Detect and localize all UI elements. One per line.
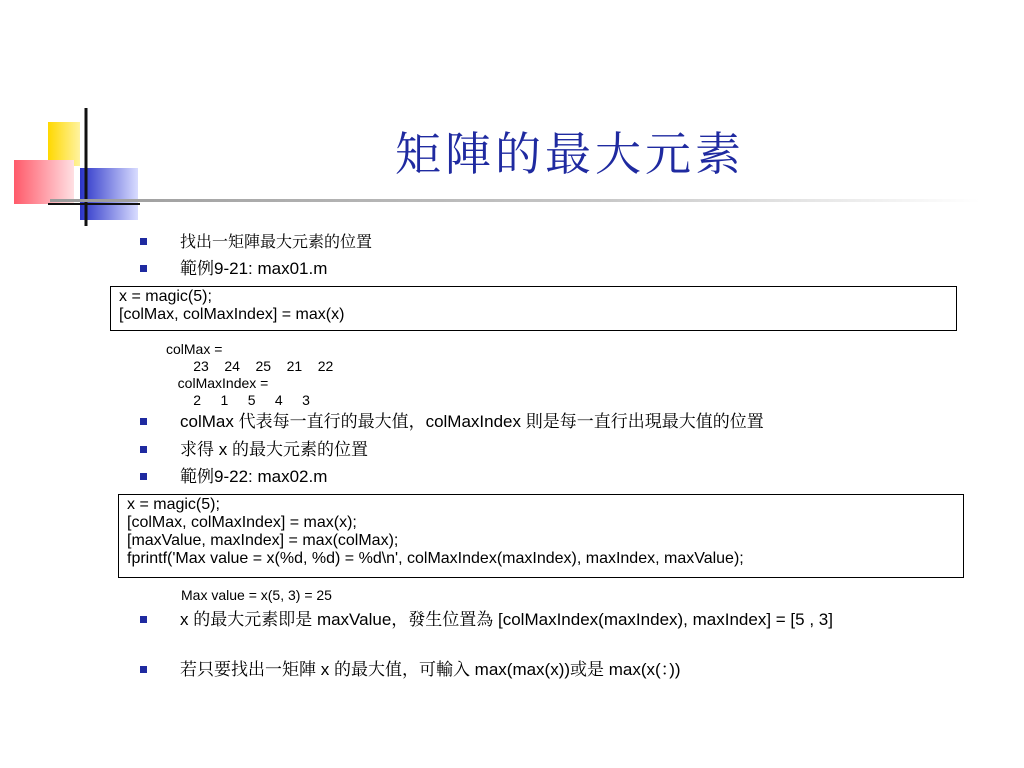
output-line: colMaxIndex = bbox=[166, 375, 269, 391]
bullet-text: colMax 代表每一直行的最大值，colMaxIndex 則是每一直行出現最大值的位置 bbox=[180, 412, 764, 431]
code-line: [colMax, colMaxIndex] = max(x); bbox=[127, 514, 357, 531]
bullet-text: 範例9-21: max01.m bbox=[180, 259, 328, 278]
code-box-max01 bbox=[110, 286, 957, 331]
bullet-text: x 的最大元素即是 maxValue，發生位置為 [colMaxIndex(maxIndex), maxIndex] = [5 , 3] bbox=[180, 610, 833, 629]
code-line: [maxValue, maxIndex] = max(colMax); bbox=[127, 532, 399, 549]
bullet-text: 找出一矩陣最大元素的位置 bbox=[180, 232, 373, 251]
corner-decoration bbox=[0, 0, 160, 240]
bullet-marker bbox=[140, 446, 147, 453]
code-line: x = magic(5); bbox=[119, 288, 212, 305]
title-divider bbox=[50, 199, 980, 202]
code-line: [colMax, colMaxIndex] = max(x) bbox=[119, 306, 345, 323]
code-line: fprintf('Max value = x(%d, %d) = %d\n', colMaxIndex(maxIndex), maxIndex, maxValue); bbox=[127, 550, 744, 567]
bullet-text: 求得 x 的最大元素的位置 bbox=[180, 440, 368, 459]
code-box-max02 bbox=[118, 494, 964, 578]
code-line: x = magic(5); bbox=[127, 496, 220, 513]
bullet-text: 範例9-22: max02.m bbox=[180, 467, 328, 486]
output-line-max02: Max value = x(5, 3) = 25 bbox=[181, 587, 332, 603]
slide-title: 矩陣的最大元素 bbox=[395, 127, 745, 181]
output-line: 2 1 5 4 3 bbox=[166, 392, 310, 408]
output-line: 23 24 25 21 22 bbox=[166, 358, 334, 374]
bullet-marker bbox=[140, 666, 147, 673]
output-line: colMax = bbox=[166, 341, 223, 357]
bullet-marker bbox=[140, 473, 147, 480]
bullet-text: 若只要找出一矩陣 x 的最大值，可輸入 max(max(x))或是 max(x(：)) bbox=[180, 660, 681, 679]
bullet-marker bbox=[140, 418, 147, 425]
output-block-max01 bbox=[166, 341, 333, 409]
bullet-marker bbox=[140, 616, 147, 623]
bullet-marker bbox=[140, 265, 147, 272]
bullet-marker bbox=[140, 238, 147, 245]
